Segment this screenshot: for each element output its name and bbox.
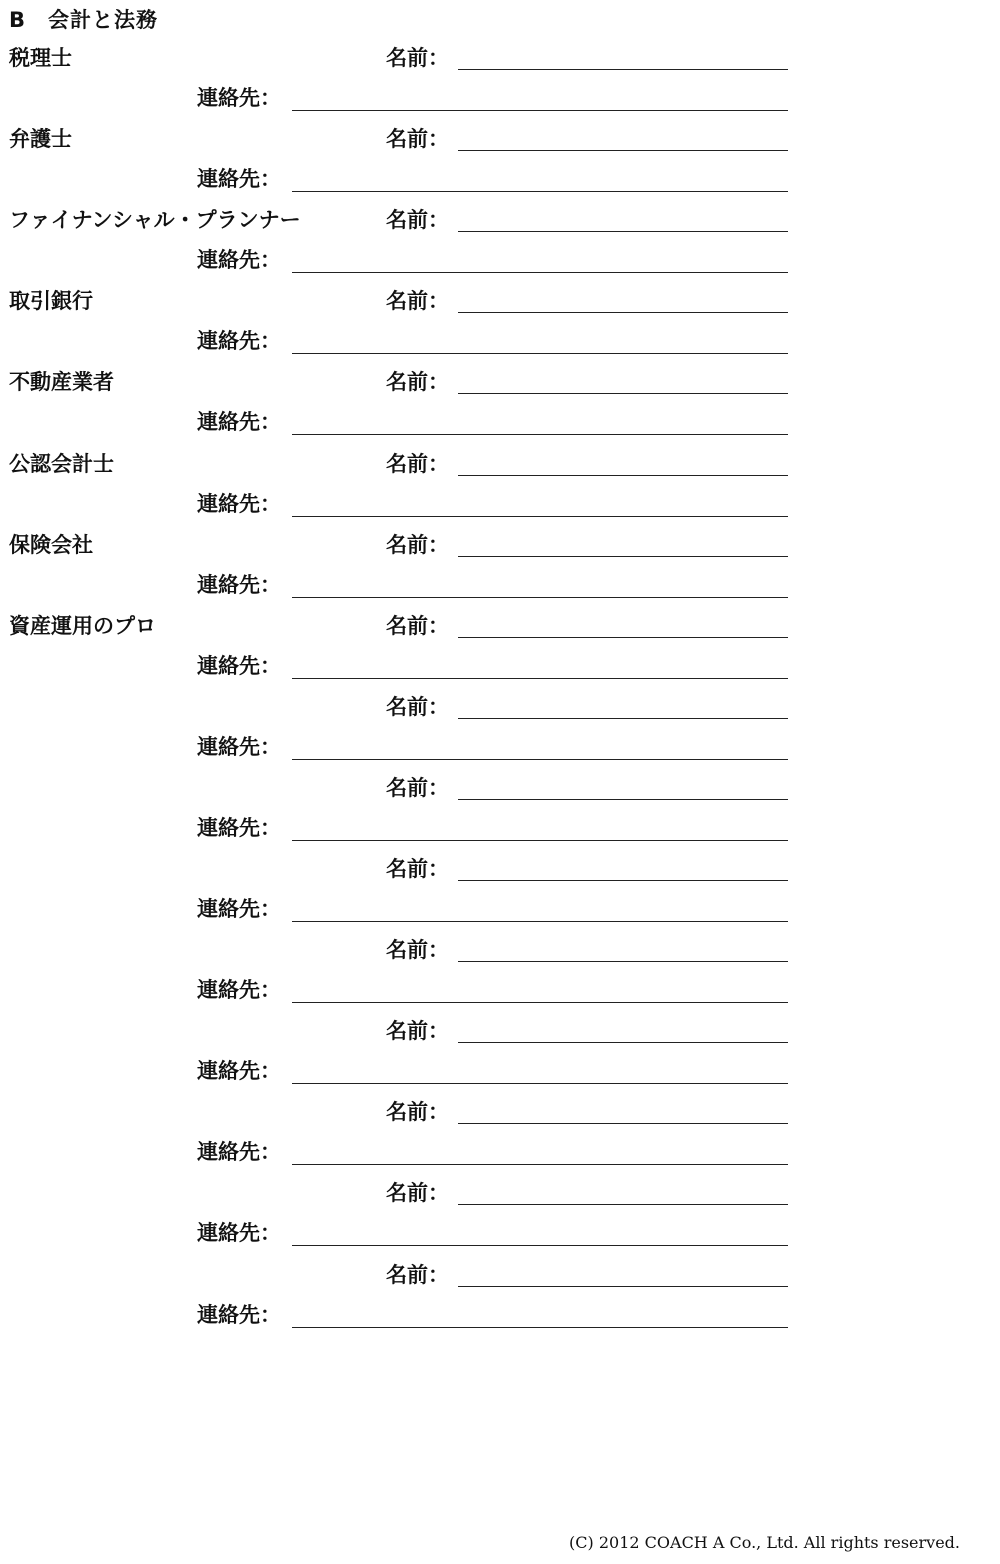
entry-category-label: 取引銀行	[9, 289, 93, 314]
name-label: 名前：	[386, 1019, 449, 1044]
contact-entry	[0, 207, 1000, 288]
name-field-line[interactable]	[458, 1204, 788, 1205]
contact-field-line[interactable]	[292, 1327, 788, 1328]
contact-field-line[interactable]	[292, 840, 788, 841]
contact-entry	[0, 532, 1000, 613]
contact-entry	[0, 937, 1000, 1018]
name-field-line[interactable]	[458, 637, 788, 638]
name-field-line[interactable]	[458, 475, 788, 476]
name-field-line[interactable]	[458, 799, 788, 800]
contact-field-line[interactable]	[292, 272, 788, 273]
name-label: 名前：	[386, 46, 449, 70]
name-field-line[interactable]	[458, 718, 788, 719]
contact-label: 連絡先：	[197, 1221, 281, 1246]
name-field-line[interactable]	[458, 150, 788, 151]
name-field-line[interactable]	[458, 961, 788, 962]
entry-category-label: 税理士	[9, 46, 72, 70]
contact-field-line[interactable]	[292, 353, 788, 354]
contact-label: 連絡先：	[197, 815, 281, 840]
contact-field-line[interactable]	[292, 678, 788, 679]
contact-label: 連絡先：	[197, 248, 281, 273]
contact-field-line[interactable]	[292, 191, 788, 192]
name-label: 名前：	[386, 532, 449, 557]
entry-category-label: 保険会社	[9, 532, 93, 557]
name-label: 名前：	[386, 208, 449, 233]
contact-entry	[0, 1018, 1000, 1099]
name-field-line[interactable]	[458, 231, 788, 232]
contact-entry	[0, 288, 1000, 369]
contact-entry	[0, 856, 1000, 937]
entry-category-label: 不動産業者	[9, 370, 114, 395]
name-field-line[interactable]	[458, 556, 788, 557]
contact-field-line[interactable]	[292, 597, 788, 598]
name-field-line[interactable]	[458, 1042, 788, 1043]
contact-entry	[0, 613, 1000, 694]
name-label: 名前：	[386, 857, 449, 881]
entry-category-label: 資産運用のプロ	[9, 613, 156, 638]
name-label: 名前：	[386, 127, 449, 152]
contact-entry	[0, 126, 1000, 207]
contact-label: 連絡先：	[197, 897, 281, 921]
contact-label: 連絡先：	[197, 491, 281, 516]
contact-entry	[0, 775, 1000, 856]
name-label: 名前：	[386, 1100, 449, 1125]
contact-field-line[interactable]	[292, 759, 788, 760]
section-title: B 会計と法務	[9, 8, 159, 32]
contact-field-line[interactable]	[292, 1245, 788, 1246]
contact-field-line[interactable]	[292, 110, 788, 111]
name-label: 名前：	[386, 1181, 449, 1206]
contact-entry	[0, 369, 1000, 450]
contact-label: 連絡先：	[197, 1140, 281, 1165]
contact-field-line[interactable]	[292, 434, 788, 435]
contact-entry	[0, 694, 1000, 775]
contact-label: 連絡先：	[197, 1059, 281, 1084]
entry-category-label: 弁護士	[9, 127, 72, 152]
name-field-line[interactable]	[458, 393, 788, 394]
contact-field-line[interactable]	[292, 516, 788, 517]
contact-entry	[0, 1262, 1000, 1343]
name-label: 名前：	[386, 451, 449, 476]
copyright-notice: (C) 2012 COACH A Co., Ltd. All rights reserved.	[569, 1533, 960, 1552]
contact-label: 連絡先：	[197, 1302, 281, 1327]
entry-category-label: 公認会計士	[9, 451, 114, 476]
name-field-line[interactable]	[458, 312, 788, 313]
contact-label: 連絡先：	[197, 410, 281, 435]
name-field-line[interactable]	[458, 69, 788, 70]
name-label: 名前：	[386, 1262, 449, 1287]
name-label: 名前：	[386, 938, 449, 963]
name-label: 名前：	[386, 775, 449, 800]
contact-entry	[0, 45, 1000, 126]
name-label: 名前：	[386, 289, 449, 314]
contact-label: 連絡先：	[197, 734, 281, 759]
contact-label: 連絡先：	[197, 653, 281, 678]
contact-label: 連絡先：	[197, 86, 281, 110]
contact-field-line[interactable]	[292, 921, 788, 922]
contact-label: 連絡先：	[197, 572, 281, 597]
entry-category-label: ファイナンシャル・プランナー	[9, 208, 301, 233]
name-field-line[interactable]	[458, 880, 788, 881]
contact-field-line[interactable]	[292, 1164, 788, 1165]
contact-entry	[0, 1099, 1000, 1180]
name-field-line[interactable]	[458, 1286, 788, 1287]
contact-field-line[interactable]	[292, 1083, 788, 1084]
contact-entry	[0, 1180, 1000, 1261]
contact-field-line[interactable]	[292, 1002, 788, 1003]
contact-label: 連絡先：	[197, 167, 281, 192]
name-field-line[interactable]	[458, 1123, 788, 1124]
contact-label: 連絡先：	[197, 978, 281, 1003]
contact-label: 連絡先：	[197, 329, 281, 354]
contact-entry	[0, 451, 1000, 532]
name-label: 名前：	[386, 370, 449, 395]
name-label: 名前：	[386, 613, 449, 638]
name-label: 名前：	[386, 694, 449, 719]
